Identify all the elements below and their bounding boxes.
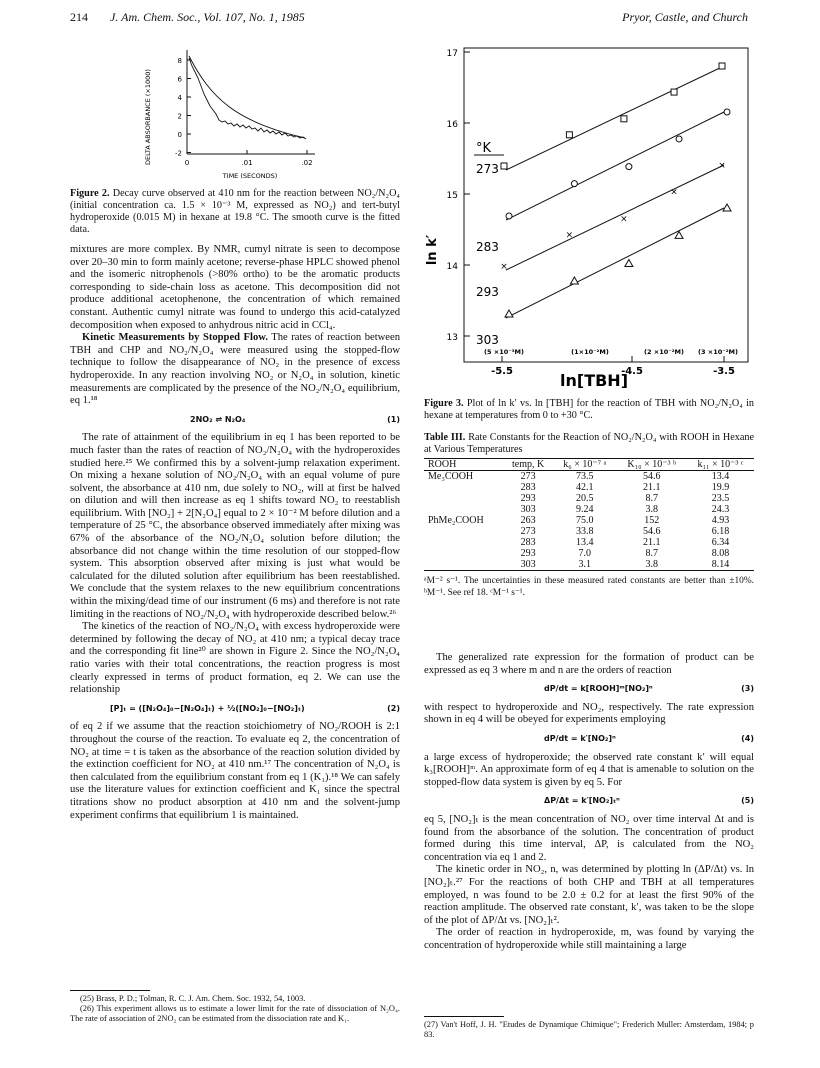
fig3-point [724,109,730,115]
fig2-yticks [175,57,191,158]
section-heading: Kinetic Measurements by Stopped Flow. [82,332,268,344]
fig2-ytick-label: 8 [177,57,182,65]
table-cell: 54.6 [643,526,661,537]
paragraph-kinetic [70,332,400,408]
fig3-series-line [506,165,724,270]
table-cell [424,548,503,559]
table-cell: 24.3 [711,504,730,515]
table-cell: 8.7 [645,493,658,504]
fig3-point [625,260,633,267]
fig2-noisy-trace [189,58,306,139]
equation-text: 2NO₂ ⇌ N₂O₄ [190,414,246,424]
fig3-xtick-label: -5.5 [491,366,513,377]
equation-text: dP/dt = k[ROOH]ᵐ[NO₂]ⁿ [544,684,653,694]
table-row [424,526,754,537]
fig2-fit-curve [189,56,305,138]
table-cell [424,526,503,537]
fig2-caption-text: Decay curve observed at 410 nm for the reaction between NO₂/N₂O₄ (initial concentration ca. 1.5 × 10⁻³ M, expressed as NO₂) and tert-butyl hydroperoxide (0.015 M) in hexane at 19.8 °C. The smooth curve is the fitted data. [70,188,400,235]
fig3-legend-title: °K [476,141,492,156]
fig3-point: × [718,161,726,171]
table-3-title [424,432,754,456]
fig3-temperature-labels [476,162,499,347]
table-header-cell: temp, K [511,459,545,470]
table-cell: 73.5 [576,471,594,482]
footnotes-left [70,994,400,1024]
table-cell [424,482,503,493]
table-cell [424,537,503,548]
fig2-xticks [185,150,313,167]
fig3-ylabel: ln k′ [425,234,440,266]
fig3-point: × [670,187,678,198]
equation-3 [424,683,754,696]
table-cell: 303 [520,504,536,515]
fig3-yticks [447,49,470,343]
table-header-cell: k₁₁ × 10⁻³ ᶜ [697,459,744,470]
fig3-conc-label: (1×10⁻²M) [571,348,609,356]
fig3-point [566,132,572,138]
figure-2-plot [140,42,330,182]
equation-2 [70,703,400,716]
equation-1 [70,414,400,427]
footnote-27: (27) Van't Hoff, J. H. "Etudes de Dynamique Chimique"; Frederich Muller: Amsterdam, 1984; p 83. [424,1020,754,1039]
fig3-temp-label: 283 [476,240,499,254]
fig3-point [621,116,627,122]
equation-number: (3) [741,684,754,694]
fig3-point [676,136,682,142]
right-column-body [424,652,754,952]
paragraph: mixtures are more complex. By NMR, cumyl nitrate is seen to decompose over 20–30 min to form mainly acetone; reverse-phase HPLC showed phenol and the isomeric nitrophenols (>80% ortho) to be the aromatic products corresponding to side-chain loss as acetone. This decomposition did not produce additional acetophenone, the concentration of which remained constant. Authentic cumyl nitrate was found to undergo this acid-catalyzed decomposition when exposed to anhydrous nitric acid in CCl₄. [70,244,400,331]
fig3-caption-text: Plot of ln k′ vs. ln [TBH] for the reaction of TBH with NO₂/N₂O₄ in hexane at temperatures from 0 to +30 °C. [424,398,754,421]
paragraph: The generalized rate expression for the formation of product can be expressed as eq 3 where m and n are the orders of reaction [424,652,754,676]
table-cell: 19.9 [711,482,730,493]
table-cell: 20.5 [576,493,594,504]
table-3-grid [424,458,754,571]
footnote-26: (26) This experiment allows us to estimate a lower limit for the rate of dissociation of N₂O₄. The rate of association of 2NO₂ can be estimated from the dissociation rate and K₁. [70,1004,400,1023]
fig2-ytick-label: 6 [177,75,182,84]
table-row [424,471,754,483]
fig3-caption-label: Figure 3. [424,398,464,409]
fig3-point [723,204,731,211]
table-cell: 42.1 [576,482,594,493]
equation-number: (2) [387,703,400,713]
paragraph: of eq 2 if we assume that the reaction stoichiometry of NO₂/ROOH is 2:1 throughout the course of the reaction. To evaluate eq 2, the concentration of NO₂ at time = t is taken as the absorbance of the reaction solution divided by the extinction coefficient for NO₂ at 410 nm.¹⁷ The concentration of N₂O₄ is then calculated from the equilibrium constant from eq 1 (K₁).¹⁸ We can safely use the literature values for extinction coefficient and K₁ since the spectral titrations show no product absorption at 410 nm and the solvent-jump experiment confirms that equilibrium 1 is maintained. [70,721,400,821]
fig3-series-line [506,112,724,220]
running-authors: Pryor, Castle, and Church [622,10,748,24]
table-cell: Me₃COOH [428,471,474,482]
table-3-title-text: Rate Constants for the Reaction of NO₂/N₂O₄ with ROOH in Hexane at Various Temperatures [424,432,754,455]
table-cell: 3.8 [645,504,658,515]
left-column-body [70,244,400,822]
fig3-conc-label: (5 ×10⁻³M) [484,348,524,356]
fig3-series-line [506,208,724,318]
paragraph: with respect to hydroperoxide and NO₂, respectively. The rate expression shown in eq 4 will be obeyed for experiments employing [424,701,754,726]
fig3-point [719,63,725,69]
equation-number: (1) [387,414,400,424]
table-cell [424,493,503,504]
table-row [424,548,754,559]
footnote-rule [70,990,150,991]
fig2-xtick-label: 0 [184,159,190,167]
table-header-cell: K₁₀ × 10⁻³ ᵇ [627,459,677,470]
fig3-point: × [565,230,574,241]
table-cell: PhMe₂COOH [428,515,484,526]
equation-text: ΔP/Δt = k′[NO₂]ₜⁿ [544,796,620,806]
fig3-conc-label: (3 ×10⁻²M) [698,348,738,356]
fig3-ytick-label: 13 [446,333,458,343]
fig2-xtick-label: .02 [301,159,313,167]
fig3-temp-label: 273 [476,162,499,176]
table-cell: 13.4 [711,471,730,482]
figure-3 [424,40,754,388]
equation-5 [424,795,754,808]
fig2-caption-label: Figure 2. [70,188,110,199]
figure-3-caption [424,398,754,422]
fig3-ytick-label: 14 [446,262,458,272]
table-header-cell: ROOH [428,459,457,470]
equation-4 [424,733,754,746]
fig2-ylabel: DELTA ABSORBANCE (×1000) [144,69,152,165]
table-cell: 9.24 [576,504,594,515]
table-cell: 21.1 [643,537,661,548]
fig2-ytick-label: 0 [177,131,182,139]
figure-2 [140,42,330,182]
fig2-xtick-label: .01 [241,159,253,167]
fig3-conc-label: (2 ×10⁻²M) [644,348,684,356]
table-row [424,537,754,548]
table-cell: 6.34 [711,537,730,548]
fig3-series-lines [500,63,731,318]
fig3-point [570,277,578,284]
fig3-temp-label: 303 [476,333,499,347]
equation-text: [P]ₜ = ([N₂O₄]₀−[N₂O₄]ₜ) + ½([NO₂]₀−[NO₂]ₜ) [110,703,305,713]
paragraph: The kinetic order in NO₂, n, was determined by plotting ln (ΔP/Δt) vs. ln [NO₂]ₜ.²⁷ For the reactions of both CHP and TBH at all temperatures employed, n was found to be 2.0 ± 0.2 for at least the first 90% of the reaction amplitude. The observed rate constant, k′, was taken to be the slope of the plot of ΔP/Δt vs. [NO₂]ₜ². [424,864,754,926]
table-cell [424,559,503,571]
table-cell: 8.08 [711,548,730,559]
equation-number: (4) [741,733,754,743]
fig3-point [506,213,512,219]
figure-2-caption [70,188,400,236]
table-row [424,482,754,493]
table-cell: 293 [520,493,536,504]
footnote-rule [424,1016,504,1017]
paragraph-text: The rates of reaction between TBH and CHP and NO₂/N₂O₄ were measured using the stopped-flow technique to follow the disappearance of NO₂ in the presence of excess hydroperoxide. In any reaction involving NO₂ or N₂O₄ in solution, kinetic measurements are complicated by the presence of the NO₂/N₂O₄ equilibrium, eq 1.¹⁸ [70,332,400,407]
table-cell: 263 [520,515,536,526]
table-cell: 273 [520,471,536,482]
table-cell: 23.5 [711,493,730,504]
fig3-point [626,164,632,170]
table-3-label: Table III. [424,432,466,443]
table-cell: 3.8 [645,559,658,570]
table-cell: 4.93 [711,515,730,526]
table-3 [424,458,754,599]
table-cell: 21.1 [643,482,661,493]
table-row [424,515,754,526]
paragraph: The kinetics of the reaction of NO₂/N₂O₄ with excess hydroperoxide were determined by following the decay of NO₂ at 410 nm; a typical decay trace and the corresponding fit line²⁰ are shown in Figure 2. Since the NO₂/N₂O₄ ratio varies with their total concentrations, the reaction progress is most clearly expressed in terms of product formation, eq 2. We can use the relationship [70,621,400,696]
fig3-point [671,89,677,95]
figure-3-plot [424,40,754,388]
fig2-ytick-label: 4 [177,94,182,102]
table-cell: 273 [520,526,536,537]
table-cell: 7.0 [578,548,592,559]
table-cell: 33.8 [576,526,594,537]
fig3-xlabel: ln[TBH] [560,371,628,388]
equation-number: (5) [741,796,754,806]
table-cell: 8.14 [711,559,730,570]
fig3-series-line [506,66,724,170]
table-3-footnote: ᵃM⁻² s⁻¹. The uncertainties in these measured rated constants are better than ±10%. ᵇM⁻¹. See ref 18. ᶜM⁻¹ s⁻¹. [424,576,754,598]
fig3-xtick-label: -4.5 [621,366,643,377]
table-cell: 283 [520,482,536,493]
paragraph: eq 5, [NO₂]ₜ is the mean concentration of NO₂ over time interval Δt and is found from the absorbance of the solution. The concentration of product formed during this time interval, ΔP, is calculated from the NO₂ concentration via eq 1 and 2. [424,813,754,863]
fig3-temp-label: 293 [476,285,499,299]
fig3-concentration-labels [484,348,738,356]
table-cell [424,504,503,515]
table-cell: 3.1 [578,559,592,570]
fig2-xlabel: TIME (SECONDS) [222,172,278,180]
fig3-point [501,163,507,169]
fig3-ytick-label: 15 [446,191,458,201]
fig3-point: × [620,214,628,225]
table-header-cell: k₆ × 10⁻⁷ ᵃ [563,459,607,470]
fig2-ytick-label: 2 [177,112,182,121]
paragraph: a large excess of hydroperoxide; the observed rate constant k′ will equal k₃[ROOH]ᵐ. An approximate form of eq 4 that is amenable to solution on the stopped-flow data system is given by eq 5. For [424,751,754,788]
table-cell: 283 [520,537,536,548]
equation-text: dP/dt = k′[NO₂]ⁿ [544,733,616,743]
table-row [424,559,754,571]
paragraph: The order of reaction in hydroperoxide, m, was found by varying the concentration of hydroperoxide while still maintaining a large [424,927,754,951]
table-cell: 75.0 [576,515,594,526]
fig2-ytick-label: -2 [175,149,182,158]
table-cell: 303 [520,559,536,570]
page-number: 214 [70,10,88,24]
table-cell: 152 [644,515,660,526]
table-cell: 293 [520,548,536,559]
fig3-ytick-label: 16 [446,120,458,130]
fig3-ytick-label: 17 [446,49,458,59]
table-cell: 54.6 [643,471,661,482]
fig3-xtick-label: -3.5 [713,366,735,377]
table-cell: 8.7 [645,548,658,559]
footnote-25: (25) Brass, P. D.; Tolman, R. C. J. Am. Chem. Soc. 1932, 54, 1003. [80,994,306,1003]
fig3-point: × [500,262,508,272]
fig3-point [571,181,577,187]
table-cell: 6.18 [711,526,730,537]
journal-citation: J. Am. Chem. Soc., Vol. 107, No. 1, 1985 [110,10,305,24]
table-cell: 13.4 [576,537,594,548]
table-row [424,504,754,515]
paragraph: The rate of attainment of the equilibrium in eq 1 has been reported to be much faster than the rates of reaction of NO₂/N₂O₄ with the hydroperoxides studied here.²⁵ We confirmed this by a solvent-jump relaxation experiment. On mixing a hexane solution of NO₂/N₂O₄ with an equal volume of pure solvent, the absorbance at 410 nm, due solely to NO₂, will at first be halved on dilution and will then increase as eq 1 shifts toward NO₂ to reestablish equilibrium. With [NO₂] + 2[N₂O₄] equal to 2 × 10⁻² M before dilution and a temperature of 25 °C, the absorbance observed immediately after mixing was 67% of the absorbance of the NO₂/N₂O₄ solution before dilution; the absorbance did not change within the time resolution of our stopped-flow system. This absorption observed after mixing is just what would be calculated for the diluted solution after equilibrium has been reestablished. We conclude that the system relaxes to the new equilibrium concentrations within the mixing/dead time of our instrument (6 ms) and therefore is not rate limiting in the reactions of NO₂/N₂O₄ with hydroperoxide described below.²⁶ [70,432,400,620]
table-row [424,493,754,504]
fig3-point [505,310,513,317]
